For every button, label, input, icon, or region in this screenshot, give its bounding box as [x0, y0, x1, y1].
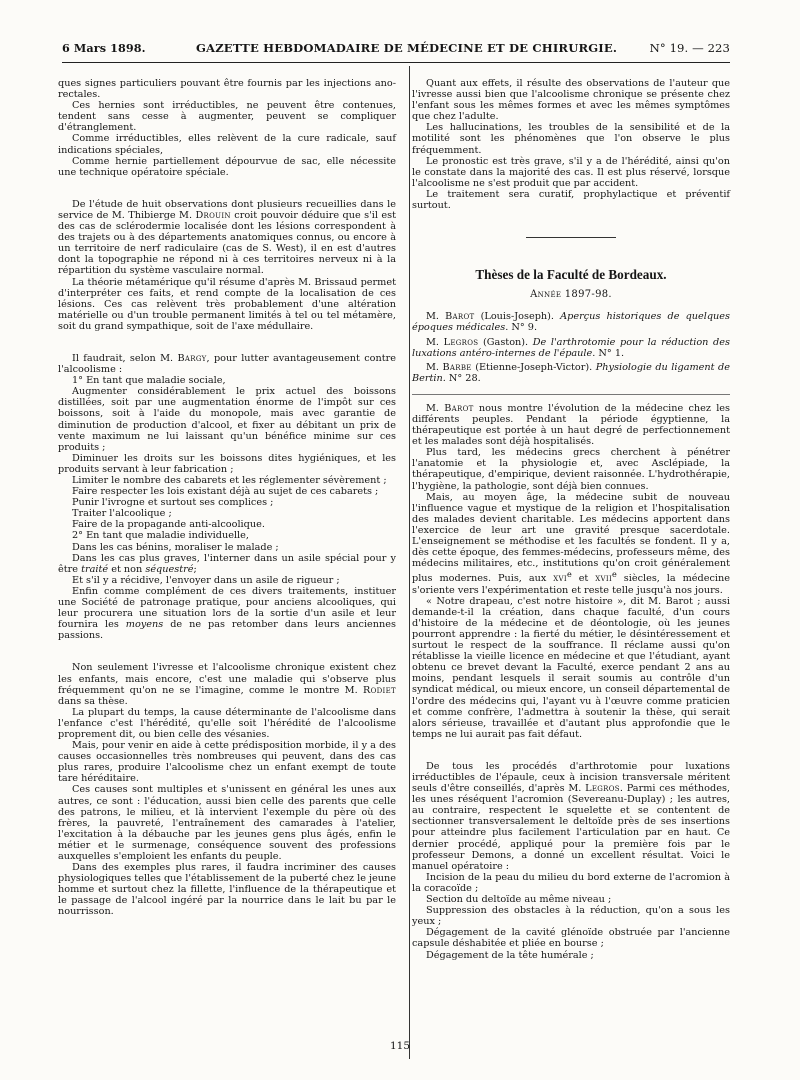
list-item: Suppression des obstacles à la réduction, qu'on a sous les yeux ;	[412, 905, 730, 928]
paragraph: Les hallucinations, les troubles de la sensibilité et de la motilité sont les phénomènes que l'on observe le plus fréquemment.	[412, 122, 730, 156]
paragraph-drouin: De l'étude de huit observations dont plusieurs recueillies dans le service de M. Thibierge M. Drouin croit pouvoir déduire que s'il est des cas de sclérodermie localisée dont les lésions correspondent à des trajets ou à des départements anatomiques connus, ou encore à un territoire de nerf radiculaire (cas de S. West), il en est d'autres dont la topographie ne répond ni à ces territoires nerveux ni à la répartition du système vasculaire normal.	[58, 198, 396, 277]
list-item: Incision de la peau du milieu du bord externe de l'acromion à la coracoïde ;	[412, 871, 730, 894]
running-header	[62, 41, 730, 61]
thesis-entry: M. Barbe (Etienne-Joseph-Victor). Physiologie du ligament de Bertin. N° 28.	[412, 361, 730, 384]
column-divider	[409, 66, 410, 1059]
section-title: Thèses de la Faculté de Bordeaux.	[475, 267, 667, 283]
list-item: Section du deltoïde au même niveau ;	[426, 894, 612, 906]
paragraph-barot: M. Barot nous montre l'évolution de la médecine chez les différents peuples. Pendant la période égyptienne, la thérapeutique est portée à un haut degré de perfectionnement et les malades sont déjà hospitalisés.	[412, 402, 730, 448]
paragraph: Comme irréductibles, elles relèvent de la cure radicale, sauf indications spéciales,	[58, 133, 396, 156]
list-item: Enfin comme complément de ces divers traitements, instituer une Société de patronage pratique, pour anciens alcooliques, qui leur procurera une situation lors de la sortie d'un asile et leur fournira les moyens de ne pas retomber dans leurs anciennes passions.	[58, 585, 396, 642]
author-name: Barot	[444, 402, 474, 414]
paragraph-bargy: Il faudrait, selon M. Bargy, pour lutter avantageusement contre l'alcoolisme :	[58, 352, 396, 376]
list-item: 1° En tant que maladie sociale,	[72, 375, 226, 387]
header-date: 6 Mars 1898.	[62, 41, 146, 55]
list-item: Traiter l'alcoolique ;	[72, 508, 172, 520]
list-item: 2° En tant que maladie individuelle,	[72, 530, 249, 542]
list-item: Faire de la propagande anti-alcoolique.	[72, 519, 265, 531]
list-item: Faire respecter les lois existant déjà au sujet de ces cabarets ;	[72, 486, 379, 498]
paragraph: Ces causes sont multiples et s'unissent en général les unes aux autres, ce sont : l'éducation, aussi bien celle des parents que celle des patrons, le milieu, et là intervient l'exemple du père où des frères, la pauvreté, l'entraînement des camarades à l'atelier, l'excitation à la débauche par les jeunes gens plus âgés, enfin le métier et le surmenage, conséquence souvent des professions auxquelles s'emploient les enfants du peuple.	[58, 784, 396, 862]
author-name: Rodiet	[363, 684, 396, 696]
list-item: Augmenter considérablement le prix actuel des boissons distillées, soit par une augmentation énorme de l'impôt sur ces boissons, soit à l'aide du monopole, mais avec garantie de diminution de production d'alcool, et fixer au débitant un prix de vente maximum ne lui laissant qu'un bénéfice minime sur ces produits ;	[58, 386, 396, 453]
author-name: Drouin	[195, 209, 231, 221]
thesis-entry: M. Barot (Louis-Joseph). Aperçus historiques de quelques époques médicales. N° 9.	[412, 311, 730, 334]
header-rule	[62, 62, 730, 63]
academic-year: Année 1897-98.	[530, 289, 612, 301]
paragraph-rodiet: Non seulement l'ivresse et l'alcoolisme chronique existent chez les enfants, mais encore, c'est une maladie qui s'observe plus fréquemment qu'on ne se l'imagine, comme le montre M. Rodiet dans sa thèse.	[58, 662, 396, 707]
journal-title: GAZETTE HEBDOMADAIRE DE MÉDECINE ET DE CHIRURGIE.	[196, 41, 618, 55]
page-folio: 115	[389, 1040, 411, 1052]
list-item: Dégagement de la cavité glénoïde obstruée par l'ancienne capsule déshabitée et pliée en bourse ;	[412, 927, 730, 950]
list-item: Dans les cas bénins, moraliser le malade ;	[72, 541, 279, 553]
right-column	[412, 78, 730, 961]
paragraph: ques signes particuliers pouvant être fournis par les injections ano-rectales.	[58, 78, 396, 101]
author-name: Bargy	[177, 352, 207, 364]
left-column	[58, 78, 396, 918]
paragraph: « Notre drapeau, c'est notre histoire », dit M. Barot ; aussi demande-t-il la création, dans chaque faculté, d'un cours d'histoire de la médecine et de déontologie, où les jeunes pourront apprendre : la fierté du métier, le désintéressement et surtout le respect de la souffrance. Il réclame aussi qu'on rétablisse la vieille licence en médecine et que l'étudiant, ayant obtenu ce brevet devant la Faculté, exerce pendant 2 ans au moins, pendant lesquels il serait soumis au contrôle d'un syndicat médical, ou mieux encore, un conseil départemental de l'ordre des médecins qui, l'ayant vu à l'œuvre comme praticien et comme confrère, l'admettra à soutenir la thèse, qui serait alors sérieuse, travaillée et d'autant plus approfondie que le temps ne lui aurait pas fait défaut.	[412, 595, 730, 740]
paragraph: Plus tard, les médecins grecs cherchent à pénétrer l'anatomie et la physiologie et, avec Asclépiade, la thérapeutique, d'empirique, devient raisonnée. L'hydrothérapie, l'hygiène, la pathologie, sont déjà bien connues.	[412, 447, 730, 492]
thesis-entry: M. Legros (Gaston). De l'arthrotomie pour la réduction des luxations antéro-internes de l'épaule. N° 1.	[412, 336, 730, 359]
section-separator	[526, 237, 616, 238]
paragraph: Mais, pour venir en aide à cette prédisposition morbide, il y a des causes occasionnelles très nombreuses qui peuvent, dans des cas plus rares, produire l'alcoolisme chez un enfant exempt de toute tare héréditaire.	[58, 740, 396, 785]
list-item: Diminuer les droits sur les boissons dites hygiéniques, et les produits servant à leur fabrication ;	[58, 452, 396, 475]
list-item: Dégagement de la tête humérale ;	[426, 949, 594, 961]
paragraph: Quant aux effets, il résulte des observations de l'auteur que l'ivresse aussi bien que l'alcoolisme chronique se présente chez l'enfant sous les mêmes formes et avec les mêmes symptômes que chez l'adulte.	[412, 78, 730, 123]
list-item: Dans les cas plus graves, l'interner dans un asile spécial pour y être traité et non séquestré;	[58, 552, 396, 575]
operative-steps	[412, 872, 730, 961]
list-item: Limiter le nombre des cabarets et les réglementer sévèrement ;	[72, 475, 387, 486]
list-item: Punir l'ivrogne et surtout ses complices ;	[72, 497, 274, 509]
paragraph: Le traitement sera curatif, prophylactique et préventif surtout.	[412, 188, 730, 212]
paragraph: Le pronostic est très grave, s'il y a de l'hérédité, ainsi qu'on le constate dans la majorité des cas. Il est plus réservé, lorsque l'alcoolisme ne s'est produit que par accident.	[412, 155, 730, 189]
paragraph: La théorie métamérique qu'il résume d'après M. Brissaud permet d'interpréter ces faits, et rend compte de la localisation de ces lésions. Ces cas relèvent très probablement d'une altération matérielle ou d'un trouble permanent limités à tel ou tel métamère, soit du grand sympathique, soit de l'axe médullaire.	[58, 276, 396, 332]
thesis-list	[412, 311, 730, 384]
paragraph-legros: De tous les procédés d'arthrotomie pour luxations irréductibles de l'épaule, ceux à incision transversale méritent seuls d'être conseillés, d'après M. Legros. Parmi ces méthodes, les unes réséquent l'acromion (Severeanu-Duplay) ; les autres, au contraire, respectent le squelette et se contentent de sectionner transversalement le deltoïde près de ses insertions pour atteindre plus facilement l'articulation par en haut. Ce dernier procédé, appliqué pour la première fois par le professeur Demons, a donné un excellent résultat. Voici le manuel opératoire :	[412, 760, 730, 872]
list-item: Et s'il y a récidive, l'envoyer dans un asile de rigueur ;	[72, 574, 340, 586]
paragraph: Comme hernie partiellement dépourvue de sac, elle nécessite une technique opératoire spéciale.	[58, 155, 396, 178]
paragraph: Mais, au moyen âge, la médecine subit de nouveau l'influence vague et mystique de la religion et l'hospitalisation des malades devient charitable. Les médecins apportent dans l'exercice de leur art une gravité presque sacerdotale. L'enseignement se méthodise et les facultés se fondent. Il y a, dès cette époque, des femmes-médecins, professeurs même, des médecins militaires, etc., institutions qu'on croit généralement plus modernes. Puis, aux xvi$^e$ et xvii$^e$ siècles, la médecine s'oriente vers l'expérimentation et reste telle jusqu'à nos jours.	[412, 491, 730, 596]
recommendation-list	[58, 375, 396, 641]
issue-page-number: N° 19. — 223	[649, 41, 730, 55]
paragraph: Ces hernies sont irréductibles, ne peuvent être contenues, tendent sans cesse à augmenter, peuvent se compliquer d'étranglement.	[58, 100, 396, 134]
author-name: Legros	[585, 783, 620, 795]
divider	[412, 394, 730, 395]
paragraph: Dans des exemples plus rares, il faudra incriminer des causes physiologiques telles que l'établissement de la puberté chez le jeune homme et surtout chez la fillette, l'influence de la thérapeutique et le passage de l'alcool ingéré par la nourrice dans le lait bu par le nourrisson.	[58, 862, 396, 918]
paragraph: La plupart du temps, la cause déterminante de l'alcoolisme dans l'enfance c'est l'hérédité, qu'elle soit l'hérédité de l'alcoolisme proprement dit, ou bien celle des vésanies.	[58, 706, 396, 740]
